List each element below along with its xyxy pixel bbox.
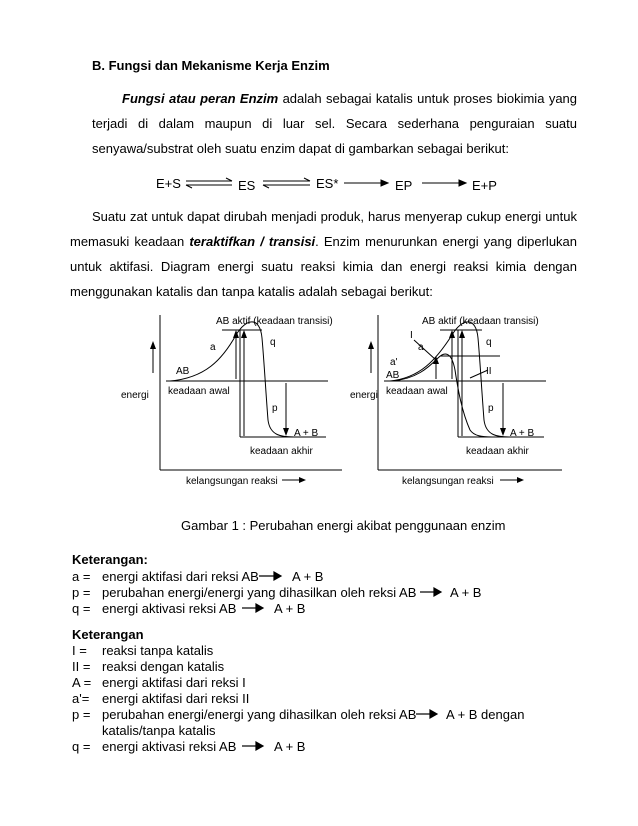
legend-2-tail: A + B [274, 739, 306, 754]
legend-arrowhead-icon [256, 742, 263, 750]
legend-2-key: a'= [72, 691, 90, 706]
paragraph-2-line-2-b: . Enzim menurunkan energi yang diperlukan [315, 234, 578, 249]
legend-1-value: energi aktifasi dari reksi AB [102, 569, 259, 584]
eq-term-ep: EP [395, 178, 413, 193]
right-label-ab: AB [386, 370, 400, 381]
paragraph-2-line-3: untuk aktifasi. Diagram energi suatu reaksi kimia dan energi reaksi kimia dengan [70, 259, 577, 274]
legend-2-value: energi aktifasi dari reksi II [102, 691, 250, 706]
right-label-product: A + B [510, 428, 535, 439]
legend-2-tail: A + B dengan [446, 707, 525, 722]
emphasis-fungsi: Fungsi atau peran Enzim [122, 91, 279, 106]
paragraph-1-line-1-rest: adalah sebagai katalis untuk proses biokimia yang [278, 91, 578, 106]
legend-1-tail: A + B [450, 585, 482, 600]
legend-arrowhead-icon [256, 604, 263, 612]
section-heading: B. Fungsi dan Mekanisme Kerja Enzim [92, 58, 330, 73]
eq-term-ep-product: E+P [472, 178, 497, 193]
legend-1-tail: A + B [292, 569, 324, 584]
legend-arrowhead-icon [274, 572, 281, 580]
right-label-II: II [486, 366, 492, 377]
legend-1-key: p = [72, 585, 91, 600]
figure-caption: Gambar 1 : Perubahan energi akibat penggunaan enzim [181, 518, 506, 533]
legend-2-value: reaksi tanpa katalis [102, 643, 214, 658]
legend-2-title: Keterangan [72, 627, 144, 642]
legend-arrowhead-icon [434, 588, 441, 596]
legend-2-value: katalis/tanpa katalis [102, 723, 216, 738]
legend-2-key: II = [72, 659, 91, 674]
eq-term-es-star: ES* [316, 176, 339, 191]
legend-2-key: I = [72, 643, 87, 658]
eq-term-es-substrate: E+S [156, 176, 181, 191]
left-label-product: A + B [294, 428, 319, 439]
legend-2-key: A = [72, 675, 92, 690]
right-label-a-prime: a' [390, 357, 398, 368]
paragraph-2-line-1: Suatu zat untuk dapat dirubah menjadi produk, harus menyerap cukup energi untuk [92, 209, 577, 224]
legend-arrowhead-icon [430, 710, 437, 718]
right-label-end: keadaan akhir [466, 446, 529, 457]
left-label-energi: energi [121, 390, 149, 401]
left-label-a: a [210, 342, 216, 353]
legend-1-title: Keterangan: [72, 552, 148, 567]
paragraph-1-line-3: senyawa/substrat oleh suatu enzim dapat di gambarkan sebagai berikut: [92, 141, 509, 156]
left-label-start: keadaan awal [168, 386, 230, 397]
right-label-a: a [418, 342, 424, 353]
legend-2-key: q = [72, 739, 91, 754]
legend-1-value: perubahan energi/energi yang dihasilkan oleh reksi AB [102, 585, 417, 600]
paragraph-2-line-4: menggunakan katalis dan tanpa katalis adalah sebagai berikut: [70, 284, 433, 299]
right-label-I: I [410, 330, 413, 341]
left-label-end: keadaan akhir [250, 446, 313, 457]
left-xaxis-label: kelangsungan reaksi [186, 476, 278, 487]
legend-2-value: reaksi dengan katalis [102, 659, 225, 674]
legend-1-key: a = [72, 569, 91, 584]
legend-2-value: energi aktifasi dari reksi I [102, 675, 246, 690]
right-label-start: keadaan awal [386, 386, 448, 397]
legend-1-value: energi aktivasi reksi AB [102, 601, 237, 616]
legend-2-value: perubahan energi/energi yang dihasilkan oleh reksi AB [102, 707, 417, 722]
left-label-q: q [270, 337, 276, 348]
eq-term-es: ES [238, 178, 256, 193]
right-top-label: AB aktif (keadaan transisi) [422, 316, 539, 327]
legend-1-key: q = [72, 601, 91, 616]
right-label-p: p [488, 403, 494, 414]
legend-1-tail: A + B [274, 601, 306, 616]
left-top-label: AB aktif (keadaan transisi) [216, 316, 333, 327]
right-label-q: q [486, 337, 492, 348]
left-label-ab: AB [176, 366, 190, 377]
right-label-energi: energi [350, 390, 378, 401]
paragraph-1-line-2: terjadi di dalam maupun di luar sel. Secara sederhana penguraian suatu [92, 116, 577, 131]
legend-2-value: energi aktivasi reksi AB [102, 739, 237, 754]
legend-2-key: p = [72, 707, 91, 722]
left-label-p: p [272, 403, 278, 414]
right-xaxis-label: kelangsungan reaksi [402, 476, 494, 487]
emphasis-teraktifkan: teraktifkan / transisi [189, 234, 316, 249]
paragraph-2-line-2-a: memasuki keadaan [70, 234, 190, 249]
